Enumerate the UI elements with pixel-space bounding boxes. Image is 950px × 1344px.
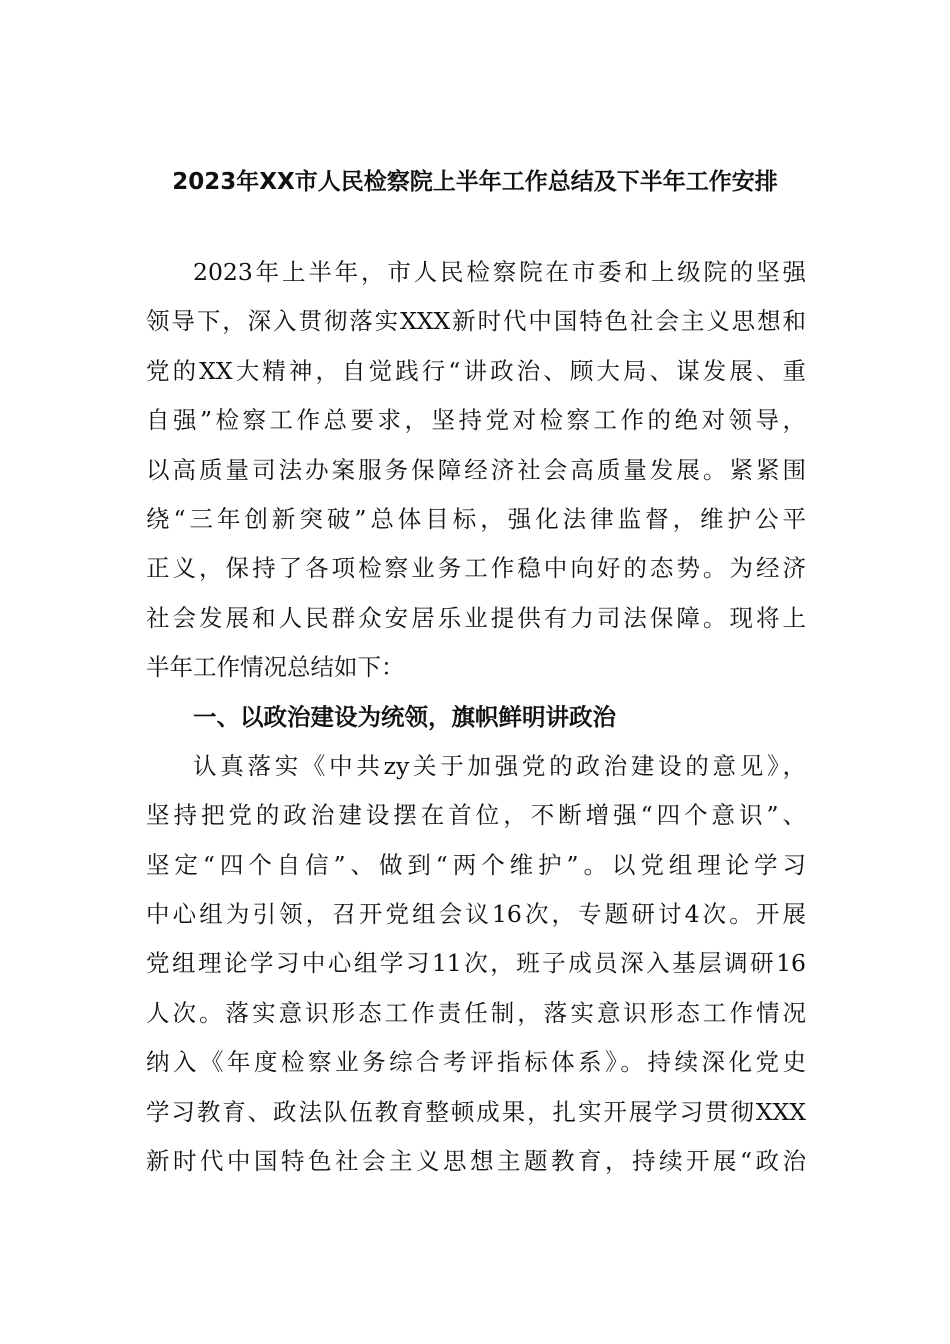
paragraph-line: 坚定“四个自信”、做到“两个维护”。以党组理论学习 bbox=[146, 850, 806, 879]
paragraph-line: 社会发展和人民群众安居乐业提供有力司法保障。现将上 bbox=[146, 603, 806, 632]
paragraph-line: 坚持把党的政治建设摆在首位，不断增强“四个意识”、 bbox=[146, 801, 806, 830]
paragraph-line: 学习教育、政法队伍教育整顿成果，扎实开展学习贯彻XXX bbox=[146, 1097, 806, 1126]
paragraph-line: 认真落实《中共zy关于加强党的政治建设的意见》， bbox=[193, 751, 806, 780]
paragraph-line: 中心组为引领，召开党组会议16次，专题研讨4次。开展 bbox=[146, 900, 806, 929]
paragraph-line: 2023年上半年，市人民检察院在市委和上级院的坚强 bbox=[193, 258, 806, 286]
paragraph-line: 纳入《年度检察业务综合考评指标体系》。持续深化党史 bbox=[146, 1048, 806, 1077]
paragraph-line: 党的XX大精神，自觉践行“讲政治、顾大局、谋发展、重 bbox=[146, 356, 806, 385]
paragraph-line: 领导下，深入贯彻落实XXX新时代中国特色社会主义思想和 bbox=[146, 307, 806, 336]
paragraph-line: 自强”检察工作总要求，坚持党对检察工作的绝对领导， bbox=[146, 406, 806, 435]
paragraph-line: 半年工作情况总结如下： bbox=[146, 653, 405, 682]
paragraph-line: 人次。落实意识形态工作责任制，落实意识形态工作情况 bbox=[146, 998, 806, 1027]
document-title: 2023年XX市人民检察院上半年工作总结及下半年工作安排 bbox=[172, 169, 778, 195]
section-heading: 一、以政治建设为统领，旗帜鲜明讲政治 bbox=[193, 702, 616, 731]
paragraph-line: 新时代中国特色社会主义思想主题教育，持续开展“政治 bbox=[146, 1147, 806, 1176]
paragraph-line: 正义，保持了各项检察业务工作稳中向好的态势。为经济 bbox=[146, 554, 806, 583]
document-body bbox=[146, 248, 806, 1186]
paragraph-line: 以高质量司法办案服务保障经济社会高质量发展。紧紧围 bbox=[146, 455, 806, 484]
paragraph-line: 党组理论学习中心组学习11次，班子成员深入基层调研16 bbox=[146, 949, 806, 978]
paragraph-line: 绕“三年创新突破”总体目标，强化法律监督，维护公平 bbox=[146, 504, 806, 533]
